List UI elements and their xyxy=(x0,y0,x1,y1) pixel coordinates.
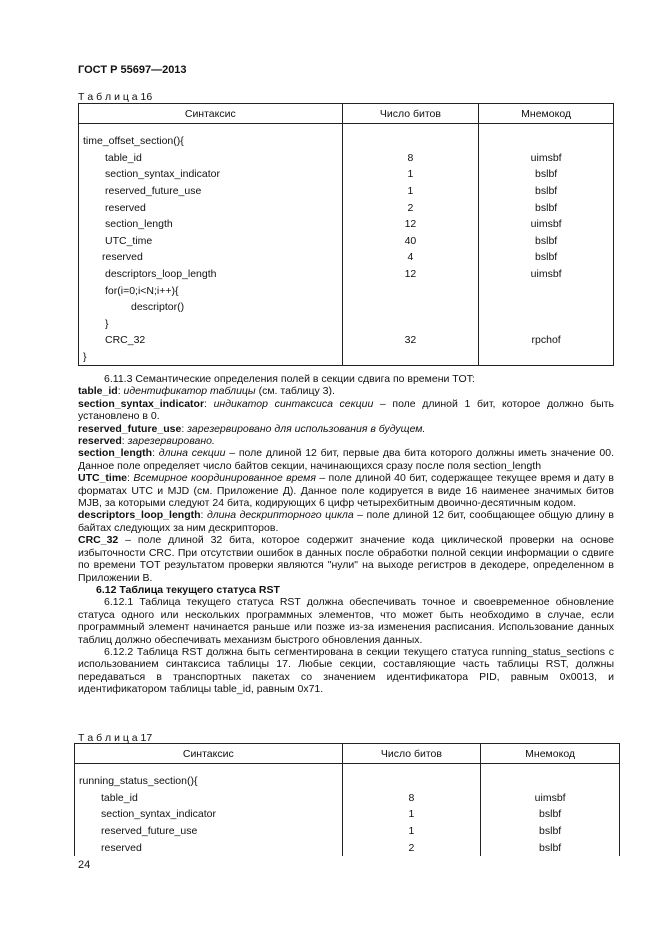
document-header: ГОСТ Р 55697—2013 xyxy=(78,64,187,76)
table16-cell-bits xyxy=(342,282,479,299)
table16-cell-syntax: reserved xyxy=(79,199,343,216)
def-reserved-future-use: reserved_future_use: зарезервировано для использования в будущем. xyxy=(78,422,426,435)
table16-cell-mnemonic xyxy=(479,349,614,366)
def-section-length: section_length: длина секции – поле длиной 12 бит, первые два бита которого должны иметь значение 00. Данное поле определяет число байтов секции, начинающихся сразу после поля section_length xyxy=(78,447,614,472)
paragraph-6-12-1: 6.12.1 Таблица текущего статуса RST должна обеспечивать точное и своевременное обновление статуса одного или нескольких программных элементов, что может быть необходимо в случае, если программный элемент начинается раньше или позже из-за изменения расписания. Использование данных таблиц должно обеспечивать механизм быстрого обновления данных. xyxy=(78,596,614,646)
table16-cell-syntax: time_offset_section(){ xyxy=(79,133,343,150)
table16-cell-syntax: } xyxy=(79,349,343,366)
table17-cell-bits: 1 xyxy=(342,806,481,823)
table17-caption: Т а б л и ц а 17 xyxy=(78,732,153,744)
table16-cell-mnemonic: bslbf xyxy=(479,199,614,216)
table17-cell-mnemonic xyxy=(481,773,620,790)
table16-col-mnemonic: Мнемокод xyxy=(479,104,614,124)
table16-cell-mnemonic xyxy=(479,316,614,333)
table16-cell-mnemonic xyxy=(479,299,614,316)
table16-cell-syntax: UTC_time xyxy=(79,233,343,250)
table16-cell-bits: 1 xyxy=(342,183,479,200)
table16-cell-bits xyxy=(342,299,479,316)
table17-cell-mnemonic: uimsbf xyxy=(481,790,620,807)
table16-cell-syntax: section_length xyxy=(79,216,343,233)
def-utc-time: UTC_time: Всемирное координированное время – поле длиной 40 бит, содержащее текущее время и дату в форматах UTC и MJD (см. Приложение Д). Данное поле кодируется в виде 16 наименее значимых битов MJB, за которыми следуют 24 бита, кодирующих 6 цифр четырехбитным двоично-десятичным кодом. xyxy=(78,472,614,510)
table17-col-bits: Число битов xyxy=(342,744,481,764)
table17-cell-bits: 8 xyxy=(342,790,481,807)
def-descriptors-loop-length: descriptors_loop_length: длина дескрипторного цикла – поле длиной 12 бит, сообщающее общую длину в байтах следующих за ним дескрипторов. xyxy=(78,509,614,534)
table16-cell-bits xyxy=(342,316,479,333)
table16-cell-mnemonic: bslbf xyxy=(479,249,614,266)
def-table-id: table_id: идентификатор таблицы (см. таблицу 3). xyxy=(78,385,335,398)
table16-cell-bits xyxy=(342,133,479,150)
table17-cell-syntax: table_id xyxy=(75,790,343,807)
table16-cell-syntax: reserved_future_use xyxy=(79,183,343,200)
table16-cell-syntax: for(i=0;i<N;i++){ xyxy=(79,282,343,299)
def-reserved: reserved: зарезервировано. xyxy=(78,435,215,448)
table16-cell-mnemonic: uimsbf xyxy=(479,150,614,167)
table17-cell-bits: 2 xyxy=(342,839,481,856)
paragraph-6-12-2: 6.12.2 Таблица RST должна быть сегментирована в секции текущего статуса running_status_sections с использованием синтаксиса таблицы 17. Любые секции, составляющие часть таблицы RST, должны передаваться в транспортных пакетах со значением идентификатора PID, равным 0x0013, и идентификатором таблицы table_id, равным 0x71. xyxy=(78,645,614,696)
table16-cell-syntax: descriptor() xyxy=(79,299,343,316)
def-section-syntax-indicator: section_syntax_indicator: индикатор синтаксиса секции – поле длиной 1 бит, которое должно быть установлено в 0. xyxy=(78,397,614,423)
table17-cell-bits: 1 xyxy=(342,823,481,840)
table17-cell-syntax: reserved xyxy=(75,839,343,856)
table16-cell-syntax: descriptors_loop_length xyxy=(79,266,343,283)
table16-cell-mnemonic: rpchof xyxy=(479,332,614,349)
table16-col-syntax: Синтаксис xyxy=(79,104,343,124)
table17-cell-mnemonic: bslbf xyxy=(481,839,620,856)
def-crc-32: CRC_32 – поле длиной 32 бита, которое содержит значение кода циклической проверки на основе избыточности CRC. При отсутствии ошибок в данных после обработки полной секции информации о сдвиге по времени TOT результатом проверки являются "нули" на выходе регистров в декодере, определенном в Приложении В. xyxy=(78,534,614,584)
table16-cell-mnemonic: uimsbf xyxy=(479,216,614,233)
table16-cell-mnemonic xyxy=(479,282,614,299)
table17-cell-mnemonic: bslbf xyxy=(481,823,620,840)
semantics-intro: 6.11.3 Семантические определения полей в секции сдвига по времени TOT: xyxy=(104,373,475,385)
table16-cell-bits: 32 xyxy=(342,332,479,349)
table16-cell-syntax: CRC_32 xyxy=(79,332,343,349)
table16-cell-bits: 40 xyxy=(342,233,479,250)
table16-cell-bits: 2 xyxy=(342,199,479,216)
table17-cell-bits xyxy=(342,773,481,790)
table16-caption: Т а б л и ц а 16 xyxy=(78,91,153,103)
table16-cell-bits xyxy=(342,349,479,366)
table17-cell-mnemonic: bslbf xyxy=(481,806,620,823)
semantics-block xyxy=(78,373,614,696)
section-title-6-12: 6.12 Таблица текущего статуса RST xyxy=(96,583,280,596)
table17-cell-syntax: running_status_section(){ xyxy=(75,773,343,790)
table17 xyxy=(74,743,620,856)
table16-cell-bits: 1 xyxy=(342,166,479,183)
table16-cell-bits: 4 xyxy=(342,249,479,266)
table16-cell-syntax: reserved xyxy=(79,249,343,266)
table16-cell-bits: 12 xyxy=(342,266,479,283)
table16-cell-syntax: table_id xyxy=(79,150,343,167)
table16-cell-mnemonic: bslbf xyxy=(479,166,614,183)
table16-cell-mnemonic: bslbf xyxy=(479,233,614,250)
table17-cell-syntax: section_syntax_indicator xyxy=(75,806,343,823)
table16-col-bits: Число битов xyxy=(342,104,479,124)
table16-cell-mnemonic: bslbf xyxy=(479,183,614,200)
table16-cell-mnemonic xyxy=(479,133,614,150)
table17-col-mnemonic: Мнемокод xyxy=(481,744,620,764)
page-number: 24 xyxy=(78,859,91,871)
table16-cell-syntax: section_syntax_indicator xyxy=(79,166,343,183)
table16 xyxy=(78,103,614,366)
table16-cell-mnemonic: uimsbf xyxy=(479,266,614,283)
table17-col-syntax: Синтаксис xyxy=(75,744,343,764)
table16-cell-bits: 8 xyxy=(342,150,479,167)
table17-cell-syntax: reserved_future_use xyxy=(75,823,343,840)
table16-cell-syntax: } xyxy=(79,316,343,333)
table16-cell-bits: 12 xyxy=(342,216,479,233)
